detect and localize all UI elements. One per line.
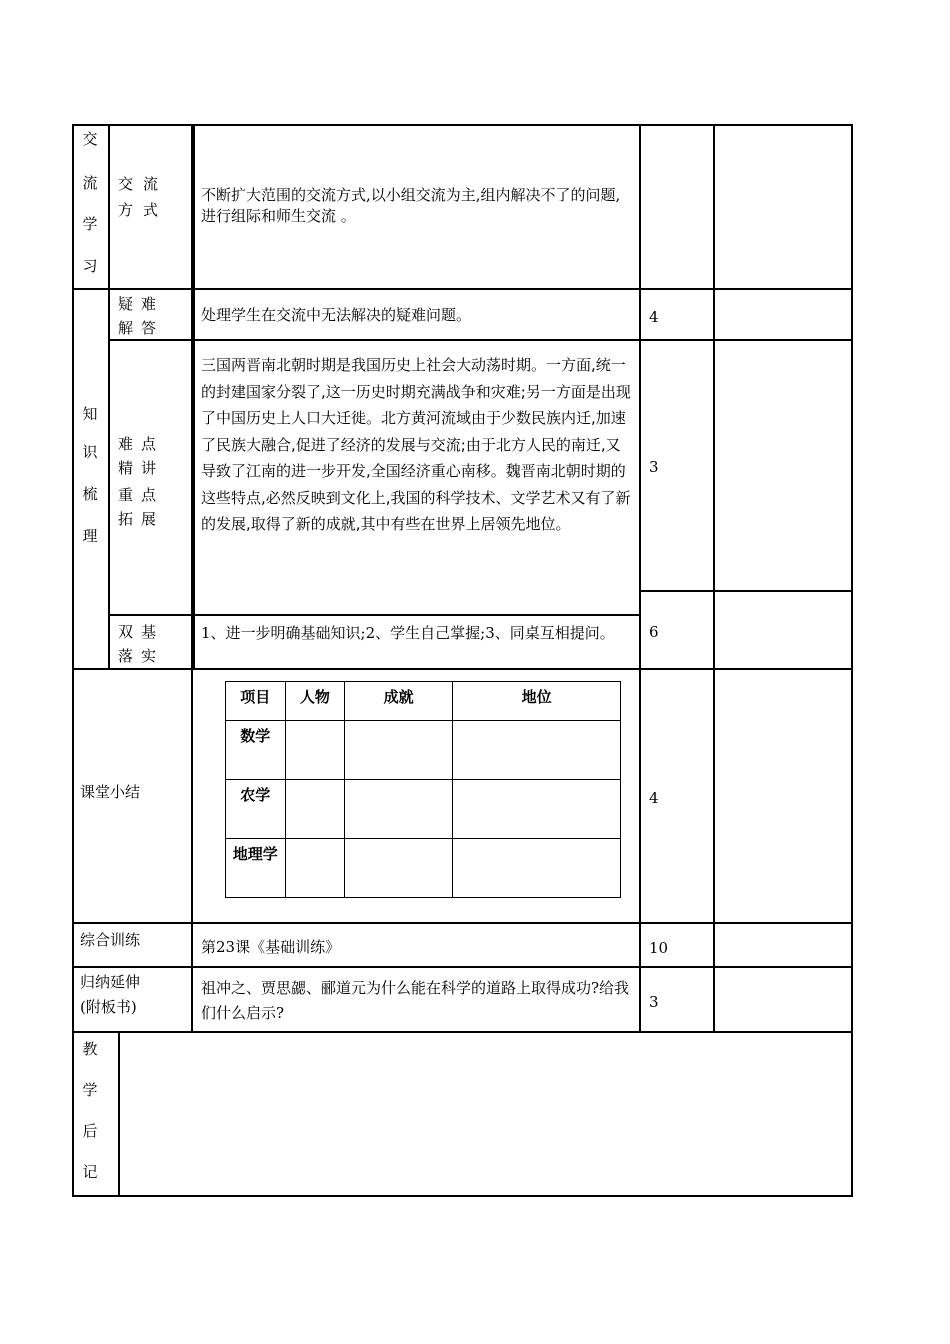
summary-table-header: 人物 [285,682,345,721]
extension-label-line1: 归纳延伸 [80,973,141,991]
summary-table-header-row [226,682,621,721]
extension-content: 祖冲之、贾思勰、郦道元为什么能在科学的道路上取得成功?给我们什么启示? [201,979,630,1022]
difficulty-answer-label: 疑难解答 [118,295,165,337]
reflection-notes-area[interactable] [120,1033,851,1195]
key-point-label-line1: 难点精讲 [118,435,165,477]
exchange-label-char: 交 [82,130,98,148]
basics-time: 6 [649,623,659,641]
summary-table-cell[interactable] [345,780,453,839]
summary-table-cell[interactable] [345,721,453,780]
reflection-label-char: 学 [82,1081,98,1099]
difficulty-answer-content: 处理学生在交流中无法解决的疑难问题。 [201,306,472,324]
summary-table-cell[interactable] [285,780,345,839]
summary-table-header: 地位 [453,682,621,721]
summary-table-cell[interactable] [285,721,345,780]
extension-label-line2: (附板书) [80,998,137,1016]
knowledge-label-char: 知 [82,405,98,423]
exchange-label-char: 学 [82,215,98,233]
key-point-label-line2: 重点拓展 [118,486,165,528]
summary-table-cell[interactable] [345,839,453,898]
knowledge-label-char: 识 [82,443,98,461]
knowledge-label-char: 梳 [82,485,98,503]
training-content: 第23课《基础训练》 [201,938,341,956]
reflection-label-char: 后 [82,1122,98,1140]
summary-table [225,681,621,898]
summary-table-row [226,721,621,780]
reflection-label-char: 教 [82,1040,98,1058]
summary-table-cell[interactable] [453,839,621,898]
exchange-label-char: 习 [82,257,98,275]
exchange-label-char: 流 [82,174,98,192]
summary-table-row-label: 农学 [226,780,286,839]
key-point-content: 三国两晋南北朝时期是我国历史上社会大动荡时期。一方面,统一的封建国家分裂了,这一历史时期充满战争和灾难;另一方面是出现了中国历史上人口大迁徙。北方黄河流域由于少数民族内迁,加速了民族大融合,促进了经济的发展与交流;由于北方人民的南迁,又导致了江南的进一步开发,全国经济重心南移。魏晋南北朝时期的这些特点,必然反映到文化上,我国的科学技术、文学艺术又有了新的发展,取得了新的成就,其中有些在世界上居领先地位。 [201,356,631,533]
exchange-sub-label: 交流方式 [118,175,169,219]
summary-table-header: 项目 [226,682,286,721]
summary-table-cell[interactable] [453,780,621,839]
summary-table-row-label: 地理学 [226,839,286,898]
difficulty-answer-time: 4 [649,308,659,326]
summary-time: 4 [649,789,659,807]
knowledge-label-char: 理 [82,527,98,545]
summary-label: 课堂小结 [80,783,141,801]
summary-table-header: 成就 [345,682,453,721]
summary-table-row [226,780,621,839]
training-label: 综合训练 [80,931,141,949]
summary-table-row-label: 数学 [226,721,286,780]
reflection-label-char: 记 [82,1163,98,1181]
summary-table-row [226,839,621,898]
extension-time: 3 [649,993,659,1011]
summary-table-cell[interactable] [453,721,621,780]
basics-content: 1、进一步明确基础知识;2、学生自己掌握;3、同桌互相提问。 [201,624,615,642]
training-time: 10 [649,939,669,957]
basics-label: 双基落实 [118,623,165,665]
key-point-time: 3 [649,458,659,476]
summary-table-cell[interactable] [285,839,345,898]
exchange-content: 不断扩大范围的交流方式,以小组交流为主,组内解决不了的问题,进行组际和师生交流 。 [201,186,621,225]
